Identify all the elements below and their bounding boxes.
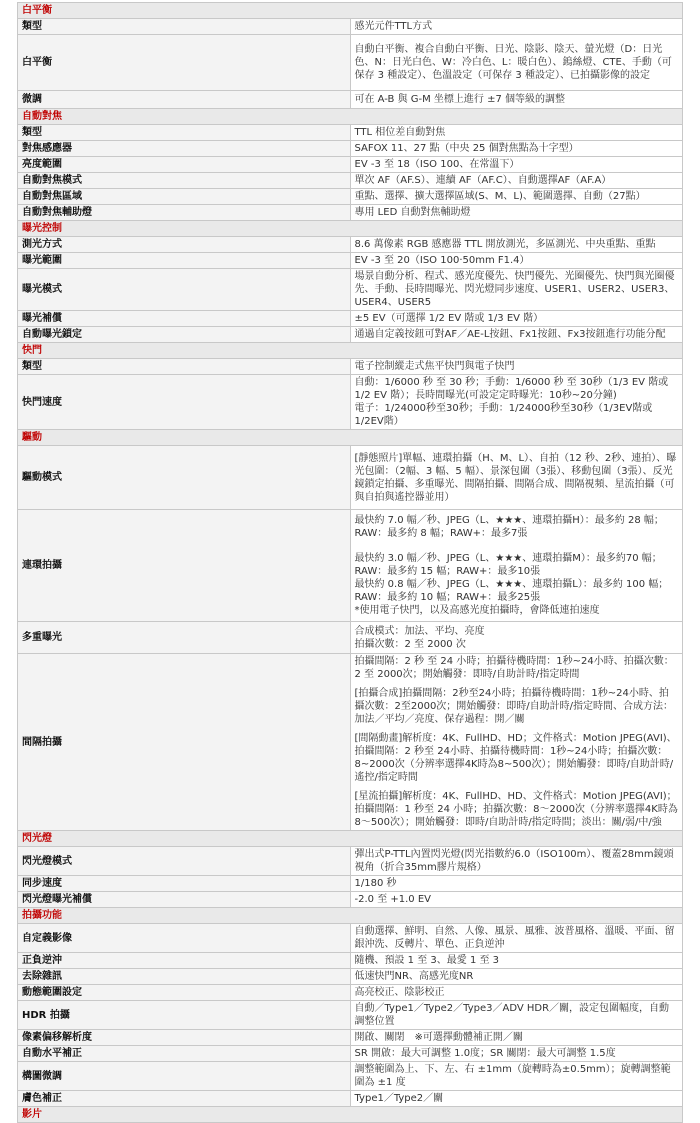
spec-key: 去除雜訊 <box>18 969 351 985</box>
spec-key: 自動曝光鎖定 <box>18 327 351 343</box>
spec-value: 8.6 萬像素 RGB 感應器 TTL 開放測光，多區測光、中央重點、重點 <box>350 237 683 253</box>
section-header-wb: 白平衡 <box>18 3 683 19</box>
spec-key: 測光方式 <box>18 237 351 253</box>
continuous-l: 最快約 0.8 幅／秒、JPEG（L、★★★、連環拍攝L）：最多約 100 幅；RAW：最多約 10 幅；RAW+：最多25張 <box>354 579 669 603</box>
spec-key: 正負逆沖 <box>18 953 351 969</box>
continuous-h: 最快約 7.0 幅／秒、JPEG（L、★★★、連環拍攝H）：最多約 28 幅；RAW：最多約 8 幅；RAW+：最多7張 <box>354 515 664 539</box>
spec-value: EV -3 至 20（ISO 100·50mm F1.4） <box>350 253 683 269</box>
spec-value: 調整範圍為上、下、左、右 ±1mm（旋轉時為±0.5mm）；旋轉調整範圍為 ±1 度 <box>350 1062 683 1091</box>
spec-value: EV -3 至 18（ISO 100、在常溫下） <box>350 157 683 173</box>
spec-value: 低速快門NR、高感光度NR <box>350 969 683 985</box>
spec-key: 類型 <box>18 125 351 141</box>
spec-key: 閃光燈曝光補償 <box>18 892 351 908</box>
spec-value: 專用 LED 自動對焦輔助燈 <box>350 205 683 221</box>
spec-value: 隨機、預設 1 至 3、最愛 1 至 3 <box>350 953 683 969</box>
spec-value: 高亮校正、陰影校正 <box>350 985 683 1001</box>
spec-value: [靜態照片]單幅、連環拍攝（H、M、L）、自拍（12 秒、2秒、連拍）、曝光包圍：（2幅、3 幅、5 幅）、景深包圍（3張）、移動包圍（3張）、反光鏡鎖定拍攝、多重曝光、間隔拍攝、間隔合成、間隔視頻、星流拍攝（可與自拍與遙控器並用） <box>350 446 683 510</box>
spec-value: 重點、選擇、擴大選擇區域(S、M、L)、範圍選擇、自動（27點） <box>350 189 683 205</box>
spec-value: 自動選擇、鮮明、自然、人像、風景、風雅、波普風格、溫暖、平面、留銀沖洗、反轉片、單色、正負逆沖 <box>350 924 683 953</box>
shutter-speed-electronic: 電子：1/24000秒至30秒；手動：1/24000秒至30秒（1/3EV階或1/2EV階） <box>354 403 653 427</box>
spec-key: 曝光模式 <box>18 269 351 311</box>
spec-key: 亮度範圍 <box>18 157 351 173</box>
multi-exposure-mode: 合成模式：加法、平均、亮度 <box>354 625 485 637</box>
spec-value: SAFOX 11、27 點（中央 25 個對焦點為十字型） <box>350 141 683 157</box>
spec-value: 開啟、關閉 ※可選擇動體補正開／關 <box>350 1030 683 1046</box>
spec-value <box>350 654 683 831</box>
spec-table <box>17 2 683 1123</box>
spec-value: 彈出式P-TTL內置閃光燈(閃光指數約6.0（ISO100m）、覆蓋28mm鏡頭視角（折合35mm膠片規格） <box>350 847 683 876</box>
section-header-flash: 閃光燈 <box>18 831 683 847</box>
spec-key: 自動對焦模式 <box>18 173 351 189</box>
spec-key: 對焦感應器 <box>18 141 351 157</box>
section-header-shutter: 快門 <box>18 343 683 359</box>
spec-key: 微調 <box>18 91 351 109</box>
multi-exposure-count: 拍攝次數：2 至 2000 次 <box>354 638 466 650</box>
spec-key: 曝光範圍 <box>18 253 351 269</box>
spec-key: 閃光燈模式 <box>18 847 351 876</box>
spec-key: 像素偏移解析度 <box>18 1030 351 1046</box>
section-header-exposure: 曝光控制 <box>18 221 683 237</box>
spec-value: Type1／Type2／關 <box>350 1091 683 1107</box>
spec-value: 感光元件TTL方式 <box>350 19 683 35</box>
spec-value: -2.0 至 +1.0 EV <box>350 892 683 908</box>
interval-shooting: 拍攝間隔：2 秒 至 24 小時；拍攝待機時間：1秒~24小時、拍攝次數：2 至 2000次；開始觸發：即時/自助計時/指定時間 <box>354 656 674 680</box>
spec-key: 動態範圍設定 <box>18 985 351 1001</box>
section-header-movie: 影片 <box>18 1107 683 1123</box>
spec-value: ±5 EV（可選擇 1/2 EV 階或 1/3 EV 階） <box>350 311 683 327</box>
continuous-m: 最快約 3.0 幅／秒、JPEG（L、★★★、連環拍攝M）：最多約70 幅；RAW：最多約 15 幅；RAW+：最多10張 <box>354 553 662 577</box>
spec-value <box>350 375 683 430</box>
spec-value: 自動白平衡、複合自動白平衡、日光、陰影、陰天、螢光燈（D：日光色、N：日光白色、W：冷白色、L：暖白色）、鎢絲燈、CTE、手動（可保存 3 種設定）、色溫設定（可保存 3 種設定）、已拍攝影像的設定 <box>350 35 683 91</box>
spec-value: 場景自動分析、程式、感光度優先、快門優先、光圈優先、快門與光圈優先、手動、長時間曝光、閃光燈同步速度、USER1、USER2、USER3、USER4、USER5 <box>350 269 683 311</box>
spec-value <box>350 622 683 654</box>
interval-movie: [間隔動畫]解析度：4K、FullHD、HD；文件格式：Motion JPEG(AVI)、拍攝間隔：2 秒至 24小時、拍攝待機時間：1秒~24小時；拍攝次數：8~2000次（分辨率選擇4K時為8~500次）；開始觸發：即時/自助計時/遙控/指定時間 <box>354 733 677 783</box>
spec-key: 連環拍攝 <box>18 510 351 622</box>
continuous-note: *使用電子快門，以及高感光度拍攝時，會降低連拍速度 <box>354 605 600 616</box>
spec-value: 1/180 秒 <box>350 876 683 892</box>
spec-key: HDR 拍攝 <box>18 1001 351 1030</box>
spec-key: 自動水平補正 <box>18 1046 351 1062</box>
spec-key: 類型 <box>18 359 351 375</box>
spec-value: 可在 A-B 與 G-M 坐標上進行 ±7 個等級的調整 <box>350 91 683 109</box>
spec-key: 曝光補償 <box>18 311 351 327</box>
spec-value: TTL 相位差自動對焦 <box>350 125 683 141</box>
spec-value <box>350 510 683 622</box>
spec-key: 類型 <box>18 19 351 35</box>
section-header-drive: 驅動 <box>18 430 683 446</box>
shutter-speed-mechanical: 自動：1/6000 秒 至 30 秒；手動：1/6000 秒 至 30秒（1/3 EV 階或 1/2 EV 階）；長時間曝光(可設定定時曝光：10秒~20分鐘) <box>354 377 669 401</box>
spec-key: 白平衡 <box>18 35 351 91</box>
spec-key: 自定義影像 <box>18 924 351 953</box>
spec-value: 自動／Type1／Type2／Type3／ADV HDR／關，設定包圍幅度，自動調整位置 <box>350 1001 683 1030</box>
spec-value: SR 開啟：最大可調整 1.0度；SR 關閉：最大可調整 1.5度 <box>350 1046 683 1062</box>
spec-key: 同步速度 <box>18 876 351 892</box>
spec-value: 電子控制縱走式焦平快門與電子快門 <box>350 359 683 375</box>
interval-composite: [拍攝合成]拍攝間隔：2秒至24小時；拍攝待機時間：1秒~24小時、拍攝次數：2至2000次；開始觸發：即時/自助計時/指定時間、合成方法：加法／平均／亮度、保存過程：開／關 <box>354 688 674 725</box>
spec-value: 單次 AF（AF.S）、連續 AF（AF.C）、自動選擇AF（AF.A） <box>350 173 683 189</box>
section-header-shooting: 拍攝功能 <box>18 908 683 924</box>
section-header-af: 自動對焦 <box>18 109 683 125</box>
star-stream: [星流拍攝]解析度：4K、FullHD、HD、文件格式：Motion JPEG(AVI)；拍攝間隔：1 秒至 24 小時；拍攝次數：8～2000次（分辨率選擇4K時為8～500次）；開始觸發：即時/自助計時/指定時間；淡出：關/弱/中/強 <box>354 791 678 828</box>
spec-key: 多重曝光 <box>18 622 351 654</box>
spec-key: 自動對焦區域 <box>18 189 351 205</box>
spec-value: 通過自定義按鈕可對AF／AE-L按鈕、Fx1按鈕、Fx3按鈕進行功能分配 <box>350 327 683 343</box>
spec-key: 間隔拍攝 <box>18 654 351 831</box>
spec-key: 膚色補正 <box>18 1091 351 1107</box>
spec-key: 驅動模式 <box>18 446 351 510</box>
spec-key: 構圖微調 <box>18 1062 351 1091</box>
spec-key: 自動對焦輔助燈 <box>18 205 351 221</box>
spec-key: 快門速度 <box>18 375 351 430</box>
